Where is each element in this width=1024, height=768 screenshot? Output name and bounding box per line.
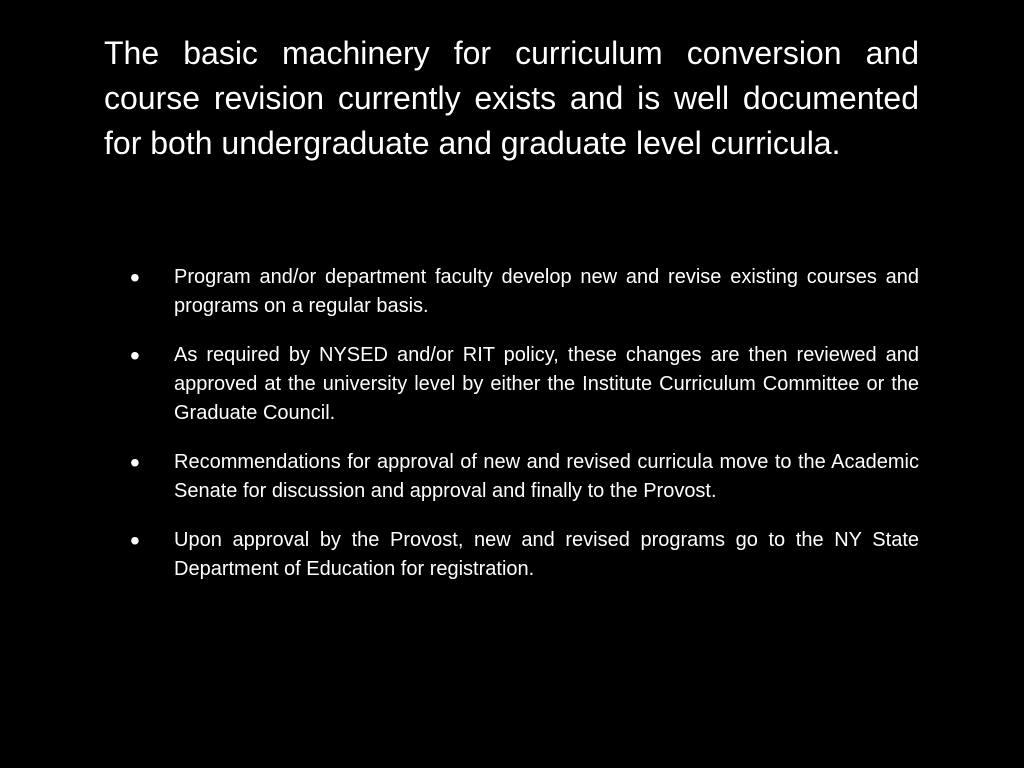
bullet-text: Recommendations for approval of new and revised curricula move to the Academic Senate for discussion and approval and finally to the Provost. [174, 451, 919, 502]
bullet-dot-icon: • [130, 262, 140, 293]
bullet-item [128, 341, 919, 428]
bullet-dot-icon: • [130, 447, 140, 478]
bullet-text: Upon approval by the Provost, new and revised programs go to the NY State Department of Education for registration. [174, 529, 919, 580]
slide-heading: The basic machinery for curriculum conversion and course revision currently exists and is well documented for both undergraduate and graduate level curricula. [104, 35, 919, 161]
bullet-list [128, 263, 919, 604]
bullet-text: As required by NYSED and/or RIT policy, these changes are then reviewed and approved at the university level by either the Institute Curriculum Committee or the Graduate Council. [174, 344, 919, 424]
bullet-text: Program and/or department faculty develop new and revise existing courses and programs on a regular basis. [174, 266, 919, 317]
bullet-dot-icon: • [130, 340, 140, 371]
bullet-item [128, 526, 919, 584]
bullet-dot-icon: • [130, 525, 140, 556]
bullet-item [128, 263, 919, 321]
bullet-item [128, 448, 919, 506]
